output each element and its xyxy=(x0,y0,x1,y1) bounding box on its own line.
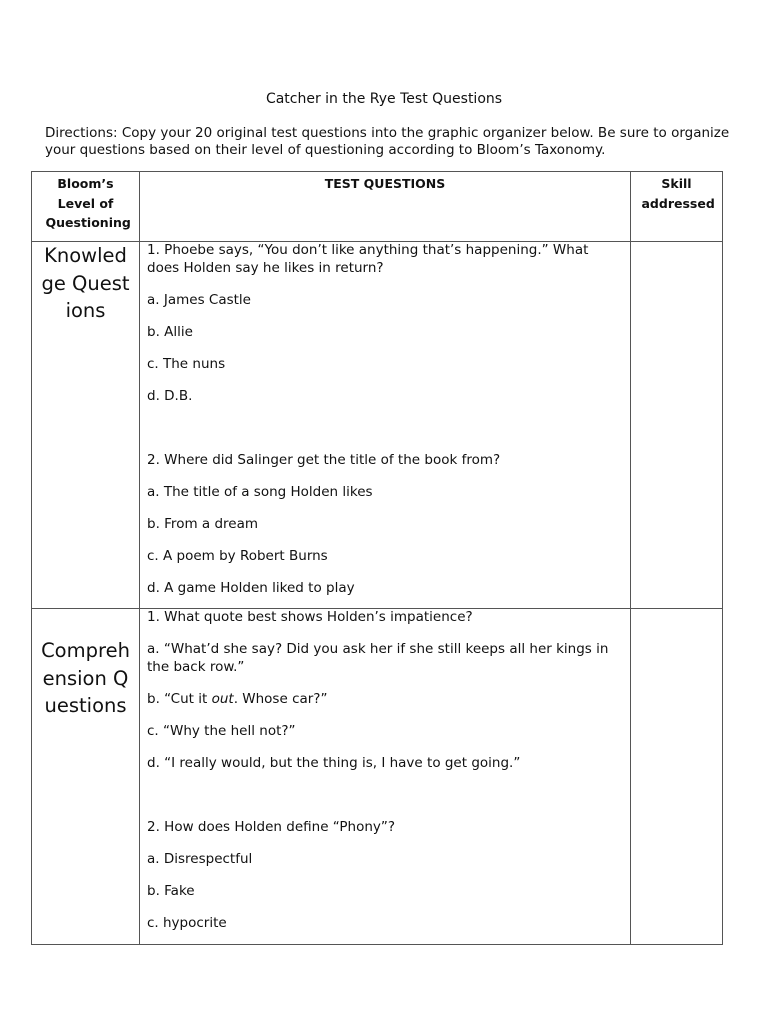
question-text: 1. Phoebe says, “You don’t like anything that’s happening.” What does Holden say he likes in return? xyxy=(147,242,589,276)
answer-option: c. “Why the hell not?” xyxy=(147,722,296,739)
question-text: 2. Where did Salinger get the title of the book from? xyxy=(147,451,501,468)
answer-option: d. D.B. xyxy=(147,387,193,404)
answer-option: d. “I really would, but the thing is, I have to get going.” xyxy=(147,754,521,771)
header-test-questions: TEST QUESTIONS xyxy=(140,172,631,242)
question-text: 2. How does Holden define “Phony”? xyxy=(147,818,396,835)
answer-option: c. The nuns xyxy=(147,355,226,372)
questions-cell-knowledge xyxy=(140,242,631,609)
answer-option: b. From a dream xyxy=(147,515,259,532)
answer-option: c. hypocrite xyxy=(147,914,227,931)
table-row-comprehension xyxy=(32,609,723,945)
level-cell-comprehension: Comprehension Questions xyxy=(32,609,140,945)
skill-cell-knowledge xyxy=(631,242,723,609)
level-cell-knowledge: Knowledge Questions xyxy=(32,242,140,609)
answer-option: a. “What’d she say? Did you ask her if she still keeps all her kings in the back row.” xyxy=(147,641,609,675)
answer-option: a. Disrespectful xyxy=(147,850,253,867)
question-text: 1. What quote best shows Holden’s impatience? xyxy=(147,609,473,625)
answer-option: a. James Castle xyxy=(147,291,251,308)
answer-option: b. “Cut it out. Whose car?” xyxy=(147,690,328,707)
directions-text: Directions: Copy your 20 original test questions into the graphic organizer below. Be sure to organize your questions based on their level of questioning according to Bloom’s Taxonomy. xyxy=(45,125,730,158)
table-row-knowledge xyxy=(32,242,723,609)
answer-option: b. Fake xyxy=(147,882,195,899)
answer-option: d. A game Holden liked to play xyxy=(147,579,355,596)
skill-cell-comprehension xyxy=(631,609,723,945)
header-row xyxy=(32,172,723,242)
header-skill: Skill addressed xyxy=(631,172,723,242)
header-level: Bloom’s Level of Questioning xyxy=(32,172,140,242)
answer-option: c. A poem by Robert Burns xyxy=(147,547,328,564)
answer-option: a. The title of a song Holden likes xyxy=(147,483,373,500)
graphic-organizer-table xyxy=(31,171,723,945)
questions-cell-comprehension xyxy=(140,609,631,945)
answer-option: b. Allie xyxy=(147,323,193,340)
document-title: Catcher in the Rye Test Questions xyxy=(265,91,503,107)
